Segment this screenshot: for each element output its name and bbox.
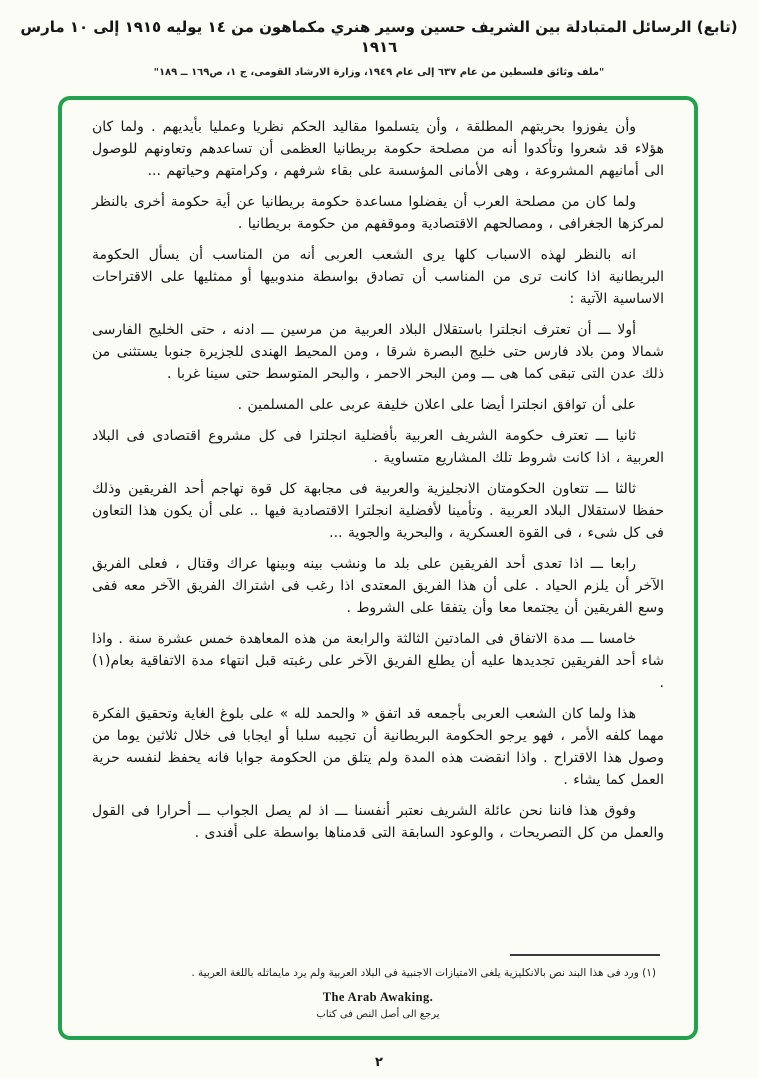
paragraph: على أن توافق انجلترا أيضا على اعلان خليفة عربى على المسلمين . (237, 397, 636, 413)
paragraph: أولا ـــ أن تعترف انجلترا باستقلال البلاد العربية من مرسين ـــ ادنه ، حتى الخليج الفارسى شمالا ومن بلاد فارس حتى خليج البصرة شرقا ، ومن المحيط الهندى للجزيرة جنوبا يستثنى من ذلك عدن التى تبقى كما هى ـــ ومن البحر الاحمر ، والبحر المتوسط حتى سينا غربا . (92, 322, 664, 382)
paragraph: ثالثا ـــ تتعاون الحكومتان الانجليزية والعربية فى مجابهة كل قوة تهاجم أحد الفريقين وذلك حفظا لاستقلال البلاد العربية . وتأمينا لأفضلية انجلترا الاقتصادية فيها .. على أن يكون هذا التعاون فى كل شىء ، فى القوة العسكرية ، والبحرية والجوية ... (92, 481, 664, 541)
paragraph: رابعا ـــ اذا تعدى أحد الفريقين على بلد ما ونشب بينه وبينها عراك وقتال ، فعلى الفريق الآخر أن يلزم الحياد . على أن هذا الفريق المعتدى اذا رغب فى اشتراك الفريق الآخر معه ففى وسع الفريقين أن يجتمعا معا وأن يتفقا على الشروط . (92, 556, 664, 616)
document-title: (تابع) الرسائل المتبادلة بين الشريف حسين وسير هنري مكماهون من ١٤ يوليه ١٩١٥ إلى ١٠ مارس ١٩١٦ (20, 18, 738, 56)
document-body (62, 100, 694, 954)
footnote-text: (١) ورد فى هذا البند نص بالانكليزية يلغى الامتيازات الاجنبية فى البلاد العربية ولم يرد مايماثله باللغة العربية . (191, 967, 656, 979)
paragraph: وفوق هذا فاننا نحن عائلة الشريف نعتبر أنفسنا ـــ اذ لم يصل الجواب ـــ أحرارا فى القول والعمل من كل التصريحات ، والوعود السابقة التى قدمناها بواسطة على أفندى . (92, 803, 664, 841)
footnote-section (62, 954, 694, 1036)
footnote-divider (510, 954, 660, 956)
paragraph: ولما كان من مصلحة العرب أن يفضلوا مساعدة حكومة بريطانيا عن أية حكومة أخرى بالنظر لمركزها الجغرافى ، ومصالحهم الاقتصادية وموقفهم من حكومة بريطانيا . (92, 194, 664, 232)
paragraph: خامسا ـــ مدة الاتفاق فى المادتين الثالثة والرابعة من هذه المعاهدة خمس عشرة سنة . واذا شاء أحد الفريقين تجديدها عليه أن يطلع الفريق الآخر على رغبته قبل انتهاء مدة الاتفاقية بعام(١) . (92, 631, 664, 691)
paragraph: هذا ولما كان الشعب العربى بأجمعه قد اتفق « والحمد لله » على بلوغ الغاية وتحقيق الفكرة مهما كلفه الأمر ، فهو يرجو الحكومة البريطانية أن تجيبه سلبا أو ايجابا فى خلال ثلاثين يوما من وصول هذا الاقتراح . واذا انقضت هذه المدة ولم يتلق من الحكومة جوابا فانه يحفظ لنفسه حرية العمل كما يشاء . (92, 706, 664, 788)
paragraph: ثانيا ـــ تعترف حكومة الشريف العربية بأفضلية انجلترا فى كل مشروع اقتصادى فى البلاد العربية ، اذا كانت شروط تلك المشاريع متساوية . (92, 428, 664, 466)
document-source-citation: "ملف وثائق فلسطين من عام ٦٣٧ إلى عام ١٩٤٩، وزارة الارشاد القومى، ج ١، ص١٦٩ ــ ١٨٩" (153, 67, 605, 78)
page-header (0, 18, 758, 78)
paragraph: وأن يفوزوا بحريتهم المطلقة ، وأن يتسلموا مقاليد الحكم نظريا وعمليا بأيديهم . ولما كان هؤلاء قد شعروا وتأكدوا أنه من مصلحة حكومة بريطانيا العظمى أن تساعدهم وتعاونهم للوصول الى أمانيهم المشروعة ، وهى الأمانى المؤسسة على بقاء شرفهم ، وكرامتهم وحياتهم ... (92, 119, 664, 179)
paragraph: انه بالنظر لهذه الاسباب كلها يرى الشعب العربى أنه من المناسب أن يسأل الحكومة البريطانية اذا كانت ترى من المناسب أن تصادق بواسطة مندوبيها أو ممثليها على الاقتراحات الاساسية الآتية : (92, 247, 664, 307)
page-number: ٢ (375, 1055, 383, 1070)
footnote-book-title: The Arab Awaking. (322, 990, 434, 1004)
green-border-frame (58, 96, 698, 1040)
footnote-reference-text: يرجع الى أصل النص فى كتاب (316, 1009, 440, 1020)
